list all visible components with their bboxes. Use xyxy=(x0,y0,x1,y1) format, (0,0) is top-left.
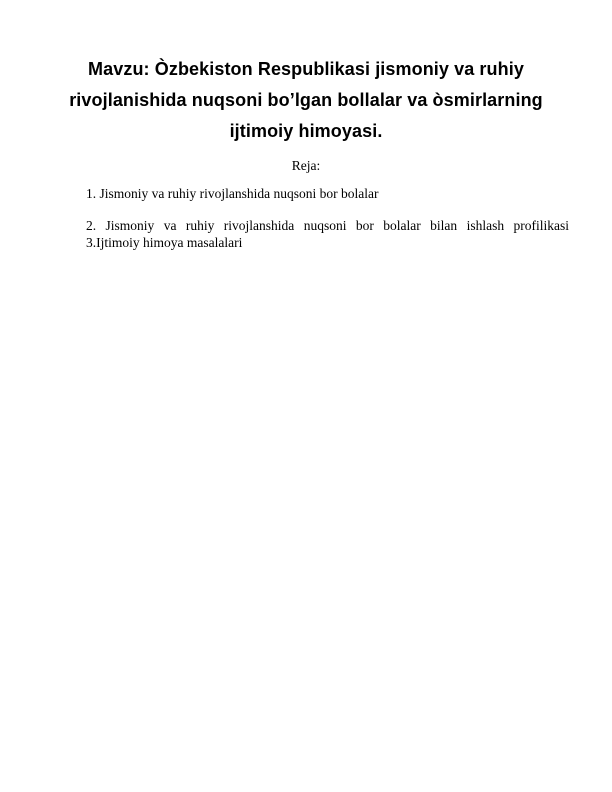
title-line-3: ijtimoiy himoyasi. xyxy=(229,121,383,141)
plan-item-3: 3.Ijtimoiy himoya masalalari xyxy=(86,235,243,250)
plan-heading: Reja: xyxy=(291,158,321,173)
title-line-2: rivojlanishida nuqsoni bo’lgan bollalar va òsmirlarning xyxy=(69,90,543,110)
plan-item-1: 1. Jismoniy va ruhiy rivojlanshida nuqsoni bor bolalar xyxy=(86,186,379,201)
title-line-1: Mavzu: Òzbekiston Respublikasi jismoniy va ruhiy xyxy=(88,59,524,79)
plan-item-2: 2. Jismoniy va ruhiy rivojlanshida nuqsoni bor bolalar bilan ishlash profilikasi xyxy=(86,218,569,233)
document-title xyxy=(60,54,552,147)
